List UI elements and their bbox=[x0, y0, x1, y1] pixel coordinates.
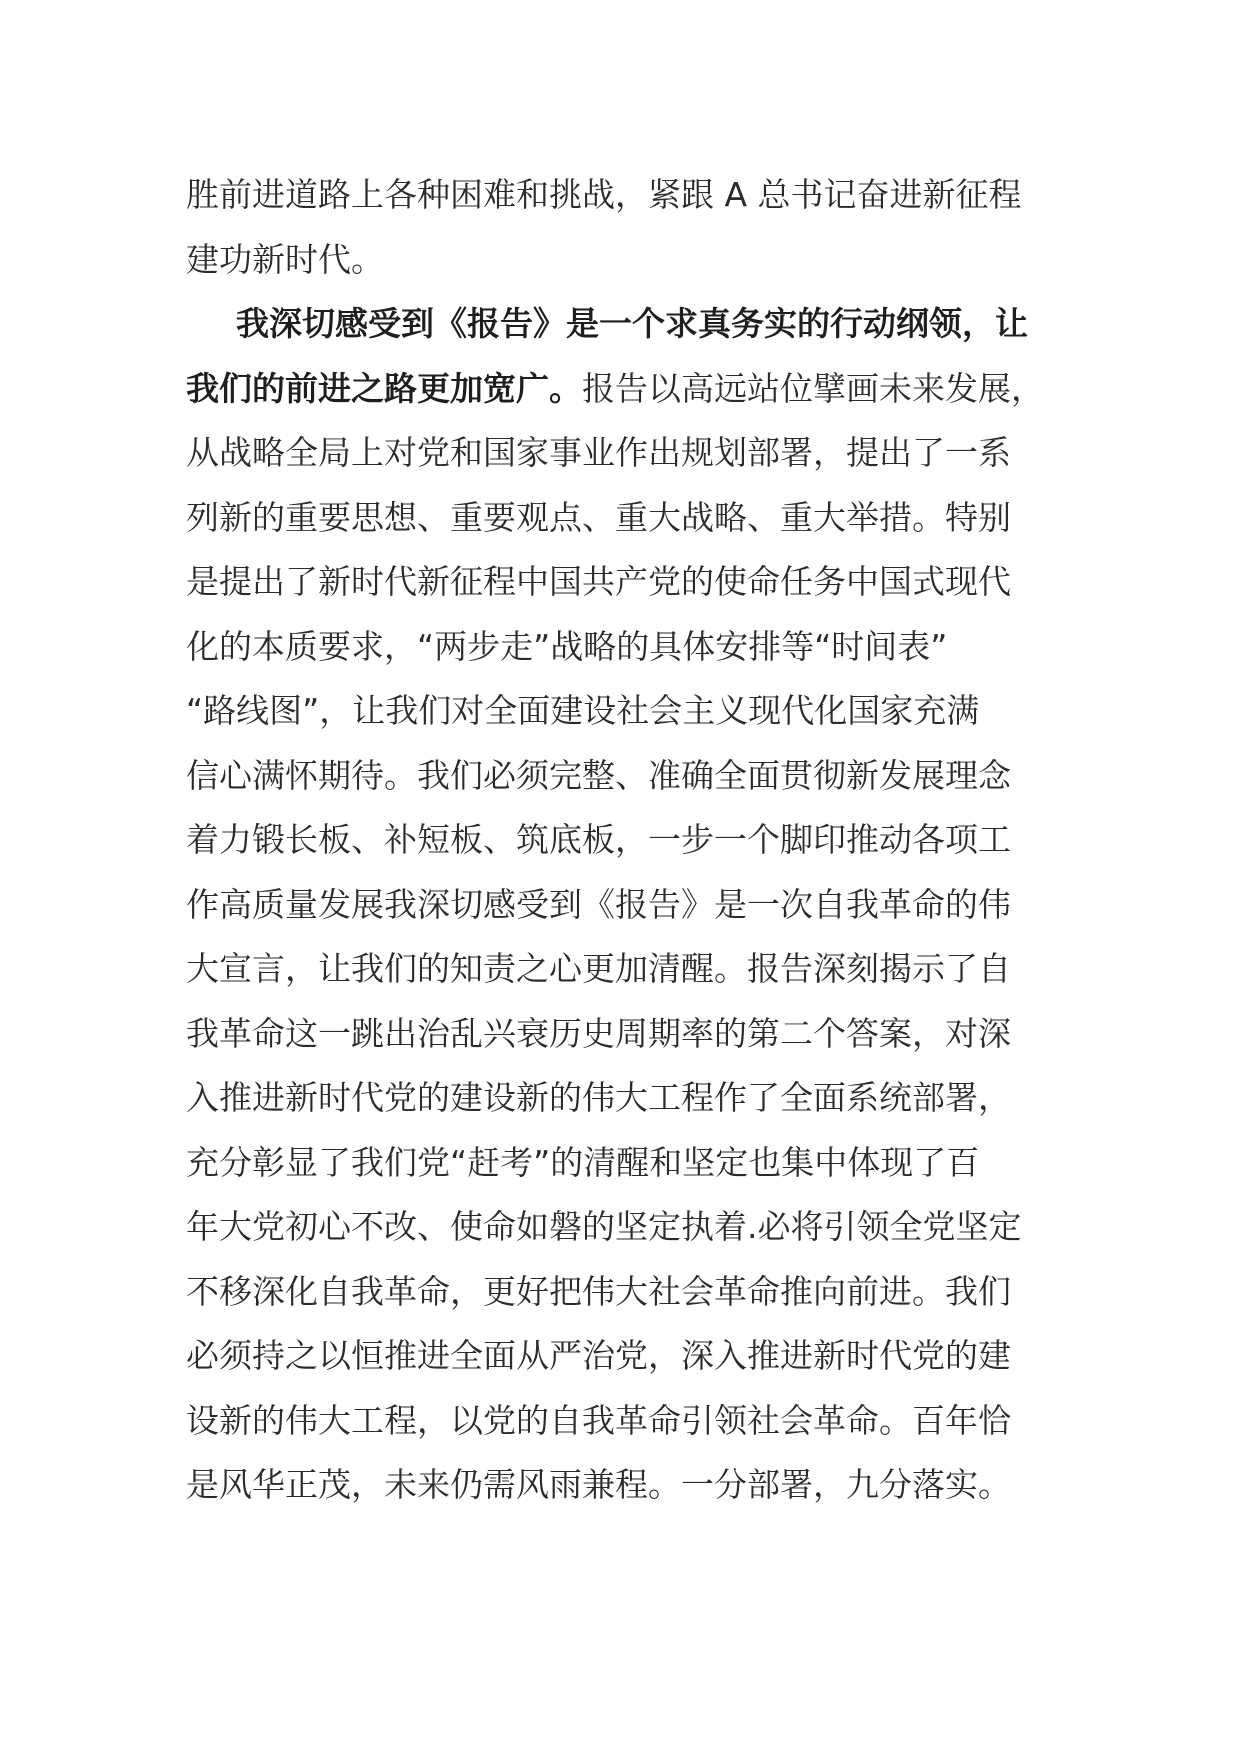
text-line-5 bbox=[186, 421, 1086, 486]
text-line-20 bbox=[186, 1389, 1086, 1454]
line-text: 设新的伟大工程，以党的自我革命引领社会革命。百年恰 bbox=[186, 1400, 1011, 1440]
line-text: 是风华正茂，未来仍需风雨兼程。一分部署，九分落实。 bbox=[186, 1465, 1011, 1504]
text-line-8 bbox=[186, 615, 1086, 680]
text-line-3 bbox=[186, 292, 1086, 357]
line-text: 我革命这一跳出治乱兴衰历史周期率的第二个答案，对深 bbox=[186, 1013, 1011, 1053]
line-text: 建功新时代。 bbox=[186, 239, 384, 279]
text-line-17 bbox=[186, 1195, 1086, 1260]
text-line-14 bbox=[186, 1002, 1086, 1067]
bold-heading-text: 我们的前进之路更加宽广。 bbox=[186, 368, 582, 408]
text-line-18 bbox=[186, 1260, 1086, 1325]
line-text: 信心满怀期待。我们必须完整、准确全面贯彻新发展理念 bbox=[186, 755, 1011, 795]
bold-heading-text: 我深切感受到《报告》是一个求真务实的行动纲领，让 bbox=[236, 304, 1028, 343]
text-line-4 bbox=[186, 357, 1086, 422]
text-line-1 bbox=[186, 163, 1086, 228]
text-line-9 bbox=[186, 679, 1086, 744]
text-line-19 bbox=[186, 1324, 1086, 1389]
line-text: 必须持之以恒推进全面从严治党，深入推进新时代党的建 bbox=[186, 1336, 1011, 1375]
line-text: 大宣言，让我们的知责之心更加清醒。报告深刻揭示了自 bbox=[186, 949, 1011, 988]
line-text: 化的本质要求，“两步走”战略的具体安排等“时间表” bbox=[186, 626, 948, 666]
body-text bbox=[186, 163, 1086, 1518]
line-text: 胜前进道路上各种困难和挑战，紧跟 A 总书记奋进新征程 bbox=[186, 175, 1022, 214]
line-text: 列新的重要思想、重要观点、重大战略、重大举措。特别 bbox=[186, 497, 1011, 537]
text-line-7 bbox=[186, 550, 1086, 615]
line-text: 充分彰显了我们党“赶考”的清醒和坚定也集中体现了百 bbox=[186, 1142, 980, 1182]
line-text: 是提出了新时代新征程中国共产党的使命任务中国式现代 bbox=[186, 562, 1011, 601]
text-line-6 bbox=[186, 486, 1086, 551]
line-text: 报告以高远站位擘画未来发展， bbox=[582, 368, 1044, 408]
text-line-13 bbox=[186, 937, 1086, 1002]
line-text: 不移深化自我革命，更好把伟大社会革命推向前进。我们 bbox=[186, 1271, 1011, 1311]
line-text: 从战略全局上对党和国家事业作出规划部署，提出了一系 bbox=[186, 433, 1011, 472]
line-text: 入推进新时代党的建设新的伟大工程作了全面系统部署， bbox=[186, 1078, 1011, 1117]
line-text: 年大党初心不改、使命如磐的坚定执着.必将引领全党坚定 bbox=[186, 1207, 1022, 1246]
text-line-11 bbox=[186, 808, 1086, 873]
text-line-10 bbox=[186, 744, 1086, 809]
text-line-21 bbox=[186, 1453, 1086, 1518]
text-line-16 bbox=[186, 1131, 1086, 1196]
line-text: “路线图”，让我们对全面建设社会主义现代化国家充满 bbox=[186, 691, 980, 730]
text-line-12 bbox=[186, 873, 1086, 938]
line-text: 着力锻长板、补短板、筑底板，一步一个脚印推动各项工 bbox=[186, 820, 1011, 859]
line-text: 作高质量发展我深切感受到《报告》是一次自我革命的伟 bbox=[186, 884, 1011, 924]
text-line-15 bbox=[186, 1066, 1086, 1131]
text-line-2 bbox=[186, 228, 1086, 293]
